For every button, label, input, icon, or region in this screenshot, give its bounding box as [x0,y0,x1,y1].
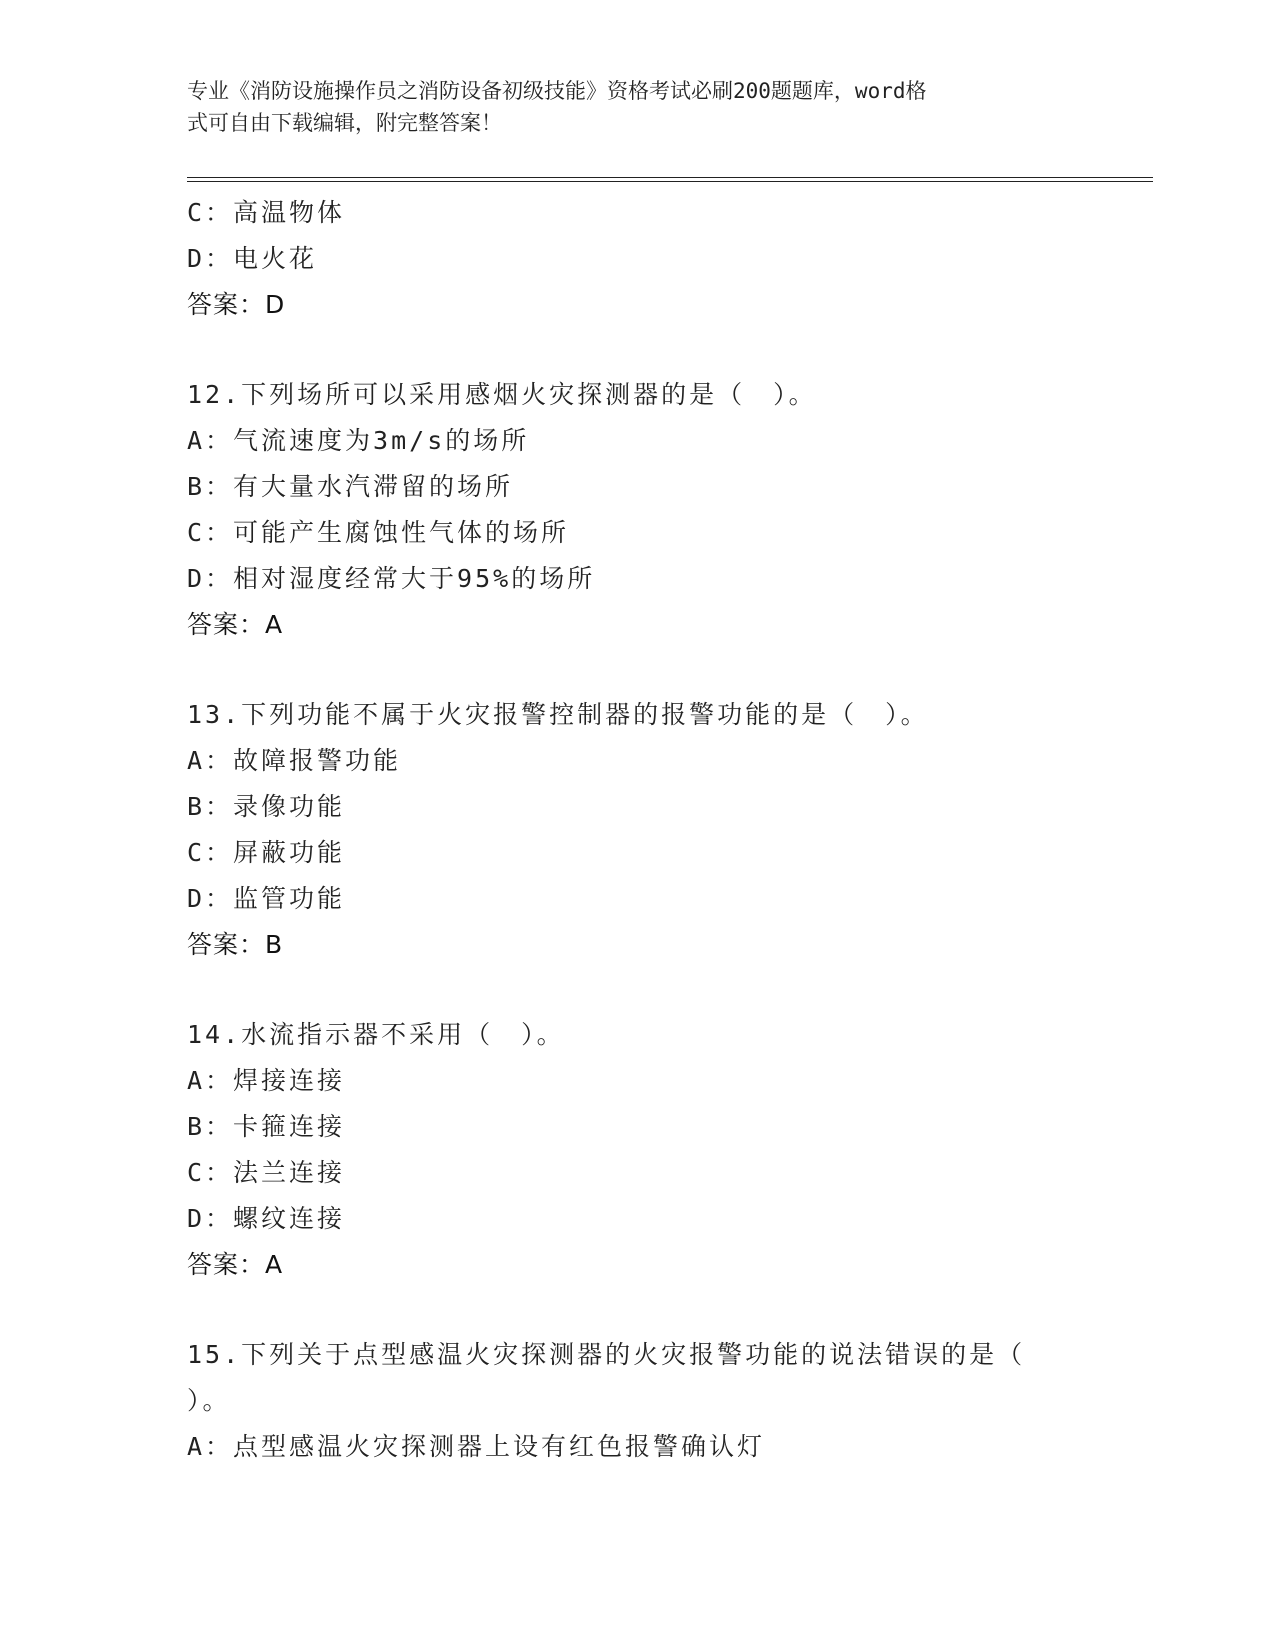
option-c: C：高温物体 [187,198,346,227]
option-b: B：录像功能 [187,792,346,821]
option-d: D：电火花 [187,244,318,273]
option-a: A：点型感温火灾探测器上设有红色报警确认灯 [187,1432,766,1461]
document-header [187,75,1067,139]
option-a: A：焊接连接 [187,1066,346,1095]
option-c: C：可能产生腐蚀性气体的场所 [187,518,570,547]
question-stem: 14.水流指示器不采用（ ）。 [187,1020,565,1049]
option-c: C：屏蔽功能 [187,838,346,867]
question-stem-line-1: 15.下列关于点型感温火灾探测器的火灾报警功能的说法错误的是（ [187,1340,1026,1369]
option-c: C：法兰连接 [187,1158,346,1187]
header-line-1: 专业《消防设施操作员之消防设备初级技能》资格考试必刷200题题库，word格 [187,79,927,103]
option-a: A：气流速度为3m/s的场所 [187,426,530,455]
question-13 [187,692,1087,968]
question-15 [187,1332,1087,1470]
question-12 [187,372,1087,648]
question-stem: 13.下列功能不属于火灾报警控制器的报警功能的是（ ）。 [187,700,929,729]
question-stem: 12.下列场所可以采用感烟火灾探测器的是（ ）。 [187,380,817,409]
option-d: D：监管功能 [187,884,346,913]
answer: 答案：B [187,930,284,959]
option-b: B：卡箍连接 [187,1112,346,1141]
option-a: A：故障报警功能 [187,746,402,775]
option-d: D：螺纹连接 [187,1204,346,1233]
option-b: B：有大量水汽滞留的场所 [187,472,514,501]
answer: 答案：A [187,1250,284,1279]
answer: 答案：A [187,610,284,639]
question-list [187,190,1087,1470]
question-stem-line-2: ）。 [187,1386,231,1415]
header-line-2: 式可自由下载编辑，附完整答案！ [187,111,502,135]
header-divider-top [187,177,1153,178]
continued-question [187,190,1087,328]
option-d: D：相对湿度经常大于95%的场所 [187,564,596,593]
answer: 答案：D [187,290,286,319]
question-14 [187,1012,1087,1288]
header-divider-bottom [187,181,1153,182]
